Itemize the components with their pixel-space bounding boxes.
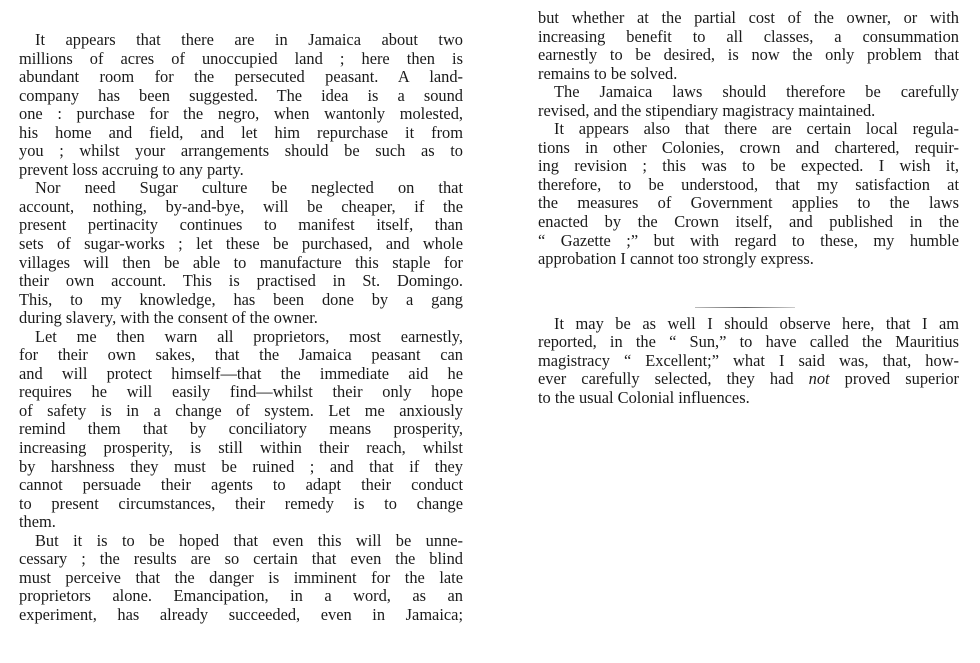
text-line: and will protect himself—that the immediate aid he — [19, 363, 463, 383]
text-line: ing revision ; this was to be expected. I wish it, — [538, 156, 959, 176]
text-line: cessary ; the results are so certain that even the blind — [19, 549, 463, 569]
text-line: villages will then be able to manufacture this staple for — [19, 252, 463, 272]
text-line: increasing prosperity, is still within their reach, whilst — [19, 438, 463, 458]
text-line: remind them that by conciliatory means prosperity, — [19, 419, 463, 439]
text-line: The Jamaica laws should therefore be carefully — [554, 82, 959, 102]
paragraph-emancipation — [19, 532, 463, 625]
text-line: Let me then warn all proprietors, most earnestly, — [35, 326, 463, 346]
left-text-column — [19, 31, 463, 625]
text-line: This, to my knowledge, has been done by a gang — [19, 289, 463, 309]
text-line: Nor need Sugar culture be neglected on that — [35, 178, 463, 198]
text-line: It appears also that there are certain local regula- — [554, 119, 959, 139]
text-line: reported, in the “ Sun,” to have called the Mauritius — [538, 332, 959, 352]
paragraph-land-company — [19, 31, 463, 179]
text-line: his home and field, and let him repurchase it from — [19, 122, 463, 142]
text-line: by harshness they must be ruined ; and that if they — [19, 456, 463, 476]
text-line: It appears that there are in Jamaica about two — [35, 30, 463, 49]
text-run: ever carefully selected, they had — [538, 369, 809, 389]
right-page — [490, 0, 980, 663]
text-line: one : purchase for the negro, when wantonly molested, — [19, 104, 463, 124]
text-line: company has been suggested. The idea is a sound — [19, 85, 463, 105]
text-line: during slavery, with the consent of the owner. — [19, 308, 318, 328]
text-line: “ Gazette ;” but with regard to these, my humble — [538, 230, 959, 250]
text-line: cannot persuade their agents to adapt their conduct — [19, 475, 463, 495]
text-line: abundant room for the persecuted peasant. A land- — [19, 67, 463, 87]
text-line: prevent loss accruing to any party. — [19, 159, 244, 179]
text-line: the measures of Government applies to the laws — [538, 193, 959, 213]
paragraph-warn-proprietors — [19, 328, 463, 532]
italic-emphasis: not — [808, 369, 830, 389]
paragraph-jamaica-laws — [538, 83, 959, 120]
text-line: It may be as well I should observe here, that I am — [554, 313, 959, 333]
text-line — [538, 370, 959, 389]
text-line: present pertinacity continues to manifest itself, than — [19, 215, 463, 235]
text-run: proved superior — [829, 369, 959, 389]
text-line: them. — [19, 512, 56, 532]
text-line: to the usual Colonial influences. — [538, 387, 750, 407]
text-line: proprietors alone. Emancipation, in a word, as an — [19, 586, 463, 606]
text-line: for their own sakes, that the Jamaica peasant can — [19, 345, 463, 365]
text-line: but whether at the partial cost of the owner, or with — [538, 8, 959, 27]
text-line: increasing benefit to all classes, a consummation — [538, 26, 959, 46]
text-line: enacted by the Crown itself, and published in the — [538, 212, 959, 232]
text-line: remains to be solved. — [538, 63, 678, 83]
text-line: But it is to be hoped that even this will be unne- — [35, 530, 463, 550]
section-divider-rule — [695, 307, 795, 308]
paragraph-postscript-mauritius — [538, 315, 959, 408]
text-line: requires he will easily find—whilst their only hope — [19, 382, 463, 402]
text-line: revised, and the stipendiary magistracy maintained. — [538, 100, 876, 120]
text-line: to present circumstances, their remedy is to change — [19, 493, 463, 513]
text-line: must perceive that the danger is imminent for the late — [19, 567, 463, 587]
text-line: tions in other Colonies, crown and chartered, requir- — [538, 137, 959, 157]
text-line: approbation I cannot too strongly express. — [538, 249, 814, 269]
text-line: their own account. This is practised in St. Domingo. — [19, 271, 463, 291]
text-line: experiment, has already succeeded, even in Jamaica; — [19, 604, 463, 624]
text-line: earnestly to be desired, is now the only problem that — [538, 45, 959, 65]
paragraph-sugar-culture — [19, 179, 463, 327]
text-line: you ; whilst your arrangements should be such as to — [19, 141, 463, 161]
paragraph-consummation — [538, 9, 959, 83]
paragraph-local-regulations — [538, 120, 959, 268]
text-line: magistracy “ Excellent;” what I said was, that, how- — [538, 350, 959, 370]
text-line: therefore, to be understood, that my satisfaction at — [538, 174, 959, 194]
text-line: millions of acres of unoccupied land ; here then is — [19, 48, 463, 68]
right-text-column — [538, 9, 959, 407]
text-line: of safety is in a change of system. Let me anxiously — [19, 400, 463, 420]
text-line: account, nothing, by-and-bye, will be cheaper, if the — [19, 196, 463, 216]
text-line: sets of sugar-works ; let these be purchased, and whole — [19, 234, 463, 254]
